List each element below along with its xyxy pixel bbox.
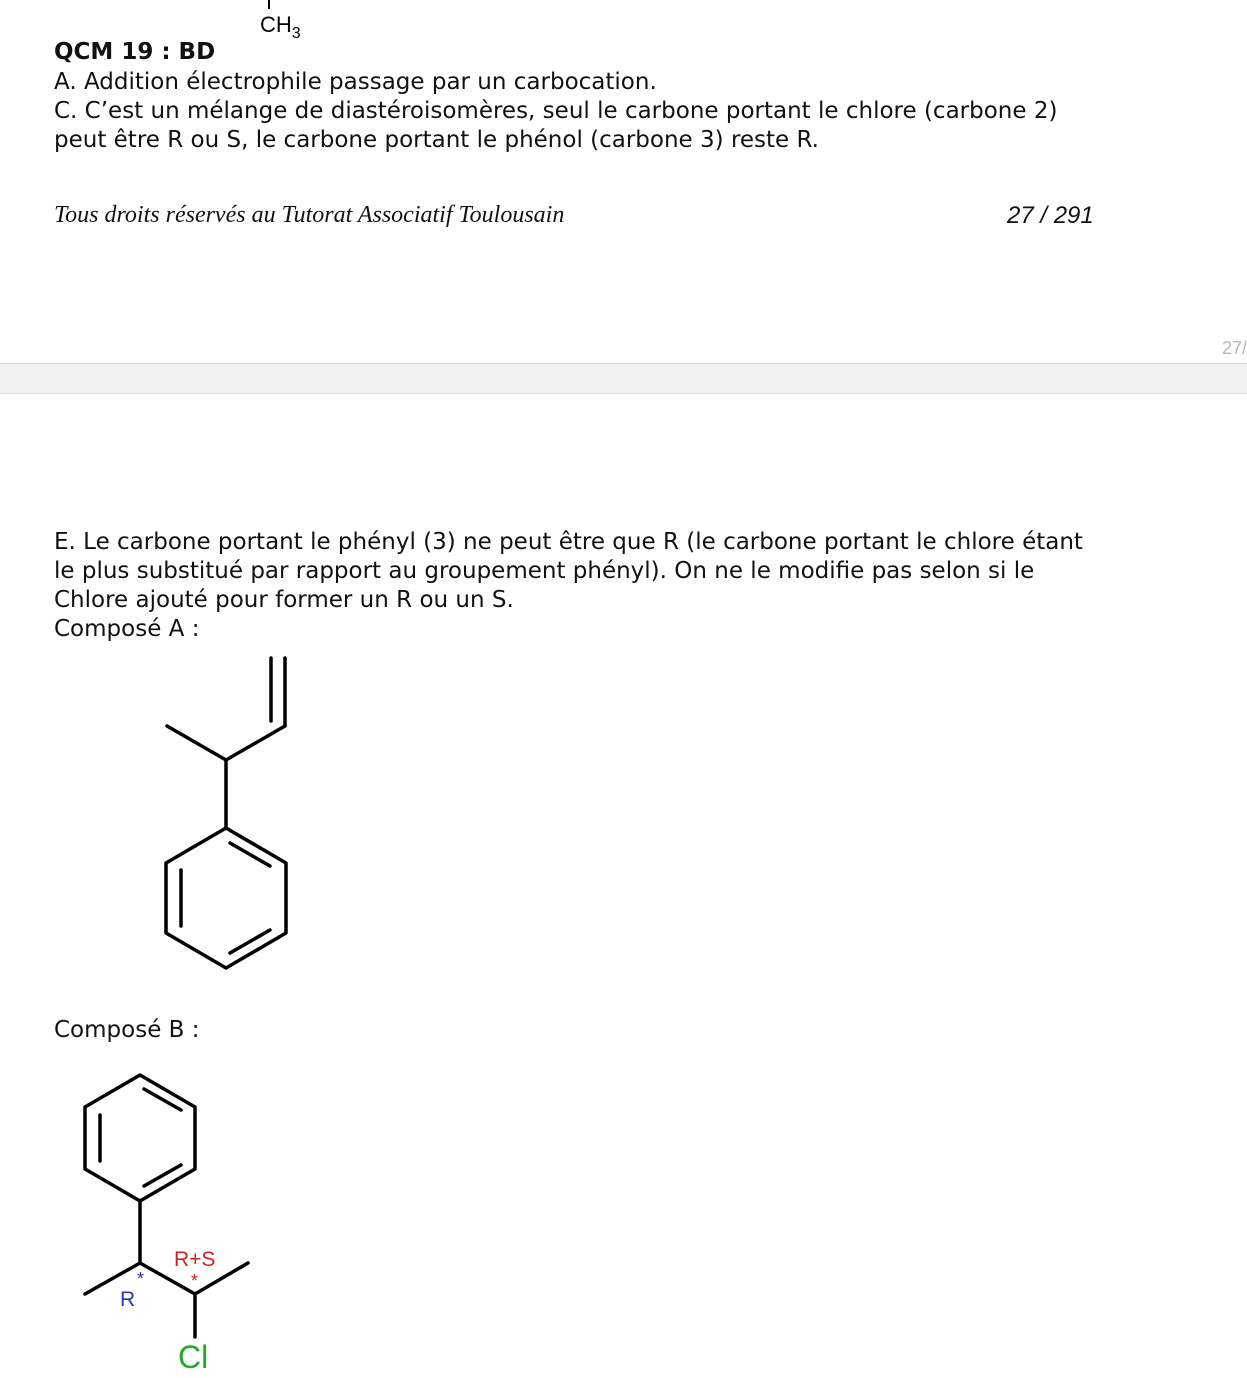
- footer-copyright: Tous droits réservés au Tutorat Associatif Toulousain: [54, 202, 565, 228]
- compose-a-label: Composé A :: [54, 616, 200, 642]
- benzene-ring: [166, 828, 286, 968]
- footer-page-number: 27 / 291: [1007, 202, 1094, 229]
- r-label: R: [120, 1288, 136, 1311]
- rs-label: R+S: [174, 1248, 216, 1271]
- answer-e-line2: le plus substitué par rapport au groupement phényl). On ne le modifie pas selon si le: [54, 558, 1035, 584]
- benzene-b-inner-2: [144, 1165, 181, 1186]
- answer-e-line1: E. Le carbone portant le phényl (3) ne peut être que R (le carbone portant le chlore étant: [54, 529, 1083, 555]
- compound-b-structure: [70, 1065, 270, 1378]
- stereo-star-rs: *: [191, 1271, 199, 1291]
- answer-c-line2: peut être R ou S, le carbone portant le phénol (carbone 3) reste R.: [54, 127, 819, 153]
- benzene-inner-bond-2: [230, 930, 270, 953]
- qcm-title: QCM 19 : BD: [54, 39, 216, 65]
- compound-a-structure: [150, 650, 310, 975]
- stereo-star-r: *: [137, 1269, 145, 1289]
- ch3-subscript: 3: [291, 25, 301, 42]
- benzene-inner-bond-1: [230, 843, 270, 866]
- benzene-b-inner-1: [144, 1089, 181, 1110]
- viewer-page-indicator: 27/: [1221, 338, 1247, 358]
- chlorine-label: Cl: [178, 1339, 209, 1375]
- compose-b-label: Composé B :: [54, 1017, 200, 1043]
- vinyl-bond: [226, 726, 285, 760]
- answer-c-line1: C. C’est un mélange de diastéroisomères, seul le carbone portant le chlore (carbone 2): [54, 98, 1058, 124]
- ch3-label: $CH_3$: [260, 12, 301, 42]
- page-separator: [0, 363, 1247, 394]
- ch3-fragment: [255, 0, 315, 42]
- answer-a: A. Addition électrophile passage par un carbocation.: [54, 69, 657, 95]
- answer-e-line3: Chlore ajouté pour former un R ou un S.: [54, 587, 514, 613]
- methyl-bond: [167, 726, 226, 760]
